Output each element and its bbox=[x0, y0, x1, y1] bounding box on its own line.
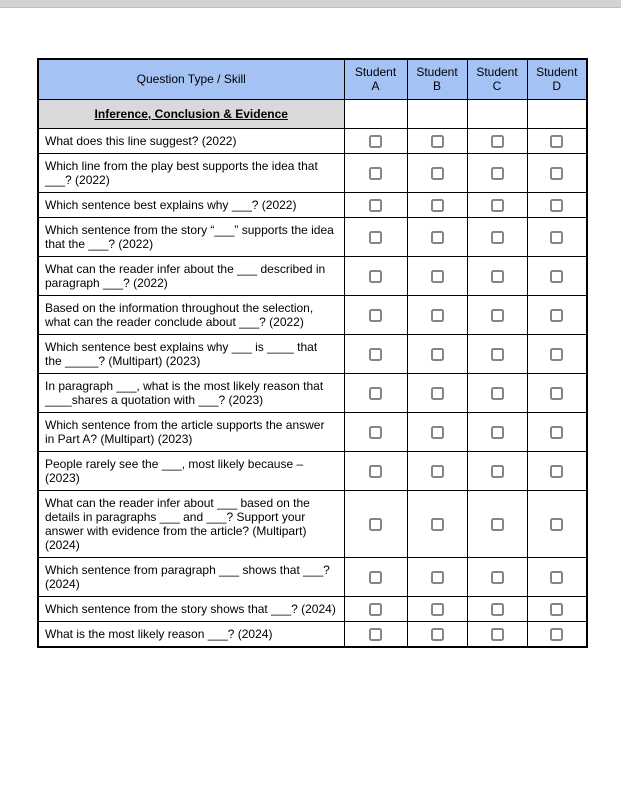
checkbox-student-b[interactable] bbox=[431, 199, 444, 212]
student-word: Student bbox=[476, 65, 518, 80]
table-row bbox=[38, 192, 587, 217]
checkbox-student-c[interactable] bbox=[491, 309, 504, 322]
table-row bbox=[38, 217, 587, 256]
checkbox-student-d[interactable] bbox=[550, 603, 563, 616]
checkbox-student-b[interactable] bbox=[431, 309, 444, 322]
checkbox-student-d[interactable] bbox=[550, 628, 563, 641]
document-page bbox=[0, 8, 621, 807]
viewer-top-bar bbox=[0, 0, 621, 8]
checkbox-student-b[interactable] bbox=[431, 426, 444, 439]
checkbox-student-b[interactable] bbox=[431, 348, 444, 361]
table-row bbox=[38, 153, 587, 192]
question-cell: People rarely see the ___, most likely because – (2023) bbox=[38, 451, 344, 490]
checkbox-student-c[interactable] bbox=[491, 603, 504, 616]
checkbox-student-c[interactable] bbox=[491, 465, 504, 478]
header-student-b bbox=[407, 59, 467, 99]
student-letter: B bbox=[432, 79, 441, 94]
checkbox-student-b[interactable] bbox=[431, 465, 444, 478]
header-question-type-skill: Question Type / Skill bbox=[38, 59, 344, 99]
checkbox-student-a[interactable] bbox=[369, 348, 382, 361]
checkbox-student-a[interactable] bbox=[369, 231, 382, 244]
student-word: Student bbox=[536, 65, 578, 80]
checkbox-student-c[interactable] bbox=[491, 135, 504, 148]
checkbox-student-c[interactable] bbox=[491, 518, 504, 531]
table-row bbox=[38, 557, 587, 596]
checkbox-student-a[interactable] bbox=[369, 603, 382, 616]
question-cell: Which line from the play best supports the idea that ___? (2022) bbox=[38, 153, 344, 192]
question-cell: Which sentence best explains why ___ is ____ that the _____? (Multipart) (2023) bbox=[38, 334, 344, 373]
checkbox-student-c[interactable] bbox=[491, 628, 504, 641]
header-student-c bbox=[467, 59, 527, 99]
checkbox-student-d[interactable] bbox=[550, 465, 563, 478]
student-letter: A bbox=[371, 79, 380, 94]
header-student-a bbox=[344, 59, 407, 99]
checkbox-student-c[interactable] bbox=[491, 571, 504, 584]
checkbox-student-a[interactable] bbox=[369, 135, 382, 148]
checkbox-student-d[interactable] bbox=[550, 309, 563, 322]
section-title: Inference, Conclusion & Evidence bbox=[38, 99, 344, 128]
checkbox-student-b[interactable] bbox=[431, 167, 444, 180]
checkbox-student-d[interactable] bbox=[550, 199, 563, 212]
checkbox-student-a[interactable] bbox=[369, 167, 382, 180]
student-word: Student bbox=[416, 65, 458, 80]
table-row bbox=[38, 256, 587, 295]
question-cell: What is the most likely reason ___? (2024) bbox=[38, 621, 344, 647]
table-row bbox=[38, 490, 587, 557]
checkbox-student-b[interactable] bbox=[431, 603, 444, 616]
checkbox-student-b[interactable] bbox=[431, 231, 444, 244]
student-word: Student bbox=[354, 65, 397, 80]
section-blank-cell bbox=[467, 99, 527, 128]
checkbox-student-d[interactable] bbox=[550, 426, 563, 439]
checkbox-student-d[interactable] bbox=[550, 348, 563, 361]
section-blank-cell bbox=[407, 99, 467, 128]
checkbox-student-b[interactable] bbox=[431, 387, 444, 400]
checkbox-student-a[interactable] bbox=[369, 199, 382, 212]
question-cell: In paragraph ___, what is the most likely reason that ____shares a quotation with ___? (2023) bbox=[38, 373, 344, 412]
checkbox-student-b[interactable] bbox=[431, 571, 444, 584]
checkbox-student-b[interactable] bbox=[431, 518, 444, 531]
question-cell: Which sentence from the story “___” supports the idea that the ___? (2022) bbox=[38, 217, 344, 256]
table-row bbox=[38, 596, 587, 621]
checkbox-student-a[interactable] bbox=[369, 426, 382, 439]
checkbox-student-c[interactable] bbox=[491, 270, 504, 283]
question-cell: Which sentence from paragraph ___ shows that ___? (2024) bbox=[38, 557, 344, 596]
checkbox-student-d[interactable] bbox=[550, 387, 563, 400]
table-row bbox=[38, 334, 587, 373]
checkbox-student-c[interactable] bbox=[491, 231, 504, 244]
section-blank-cell bbox=[344, 99, 407, 128]
checkbox-student-d[interactable] bbox=[550, 518, 563, 531]
checkbox-student-d[interactable] bbox=[550, 270, 563, 283]
question-cell: Based on the information throughout the selection, what can the reader conclude about ___? (2022) bbox=[38, 295, 344, 334]
checkbox-student-b[interactable] bbox=[431, 135, 444, 148]
table-row bbox=[38, 295, 587, 334]
checkbox-student-c[interactable] bbox=[491, 387, 504, 400]
checkbox-student-b[interactable] bbox=[431, 270, 444, 283]
checkbox-student-d[interactable] bbox=[550, 135, 563, 148]
question-cell: What can the reader infer about the ___ described in paragraph ___? (2022) bbox=[38, 256, 344, 295]
checkbox-student-c[interactable] bbox=[491, 199, 504, 212]
checkbox-student-d[interactable] bbox=[550, 167, 563, 180]
checkbox-student-c[interactable] bbox=[491, 348, 504, 361]
question-cell: Which sentence from the article supports the answer in Part A? (Multipart) (2023) bbox=[38, 412, 344, 451]
table-row bbox=[38, 128, 587, 153]
checkbox-student-a[interactable] bbox=[369, 270, 382, 283]
header-row bbox=[38, 59, 587, 99]
checkbox-student-c[interactable] bbox=[491, 426, 504, 439]
section-blank-cell bbox=[527, 99, 587, 128]
checkbox-student-a[interactable] bbox=[369, 465, 382, 478]
checkbox-student-b[interactable] bbox=[431, 628, 444, 641]
table-row bbox=[38, 621, 587, 647]
checkbox-student-a[interactable] bbox=[369, 518, 382, 531]
checkbox-student-d[interactable] bbox=[550, 571, 563, 584]
section-row bbox=[38, 99, 587, 128]
question-cell: What does this line suggest? (2022) bbox=[38, 128, 344, 153]
checkbox-student-d[interactable] bbox=[550, 231, 563, 244]
student-letter: C bbox=[492, 79, 502, 94]
question-cell: Which sentence best explains why ___? (2022) bbox=[38, 192, 344, 217]
checkbox-student-c[interactable] bbox=[491, 167, 504, 180]
checkbox-student-a[interactable] bbox=[369, 387, 382, 400]
question-cell: What can the reader infer about ___ based on the details in paragraphs ___ and ___? Support your answer with evidence from the article? (Multipart) (2024) bbox=[38, 490, 344, 557]
skills-tracking-table bbox=[37, 58, 588, 648]
checkbox-student-a[interactable] bbox=[369, 571, 382, 584]
question-cell: Which sentence from the story shows that ___? (2024) bbox=[38, 596, 344, 621]
table-row bbox=[38, 412, 587, 451]
table-row bbox=[38, 373, 587, 412]
checkbox-student-a[interactable] bbox=[369, 628, 382, 641]
checkbox-student-a[interactable] bbox=[369, 309, 382, 322]
table-row bbox=[38, 451, 587, 490]
header-student-d bbox=[527, 59, 587, 99]
student-letter: D bbox=[552, 79, 562, 94]
